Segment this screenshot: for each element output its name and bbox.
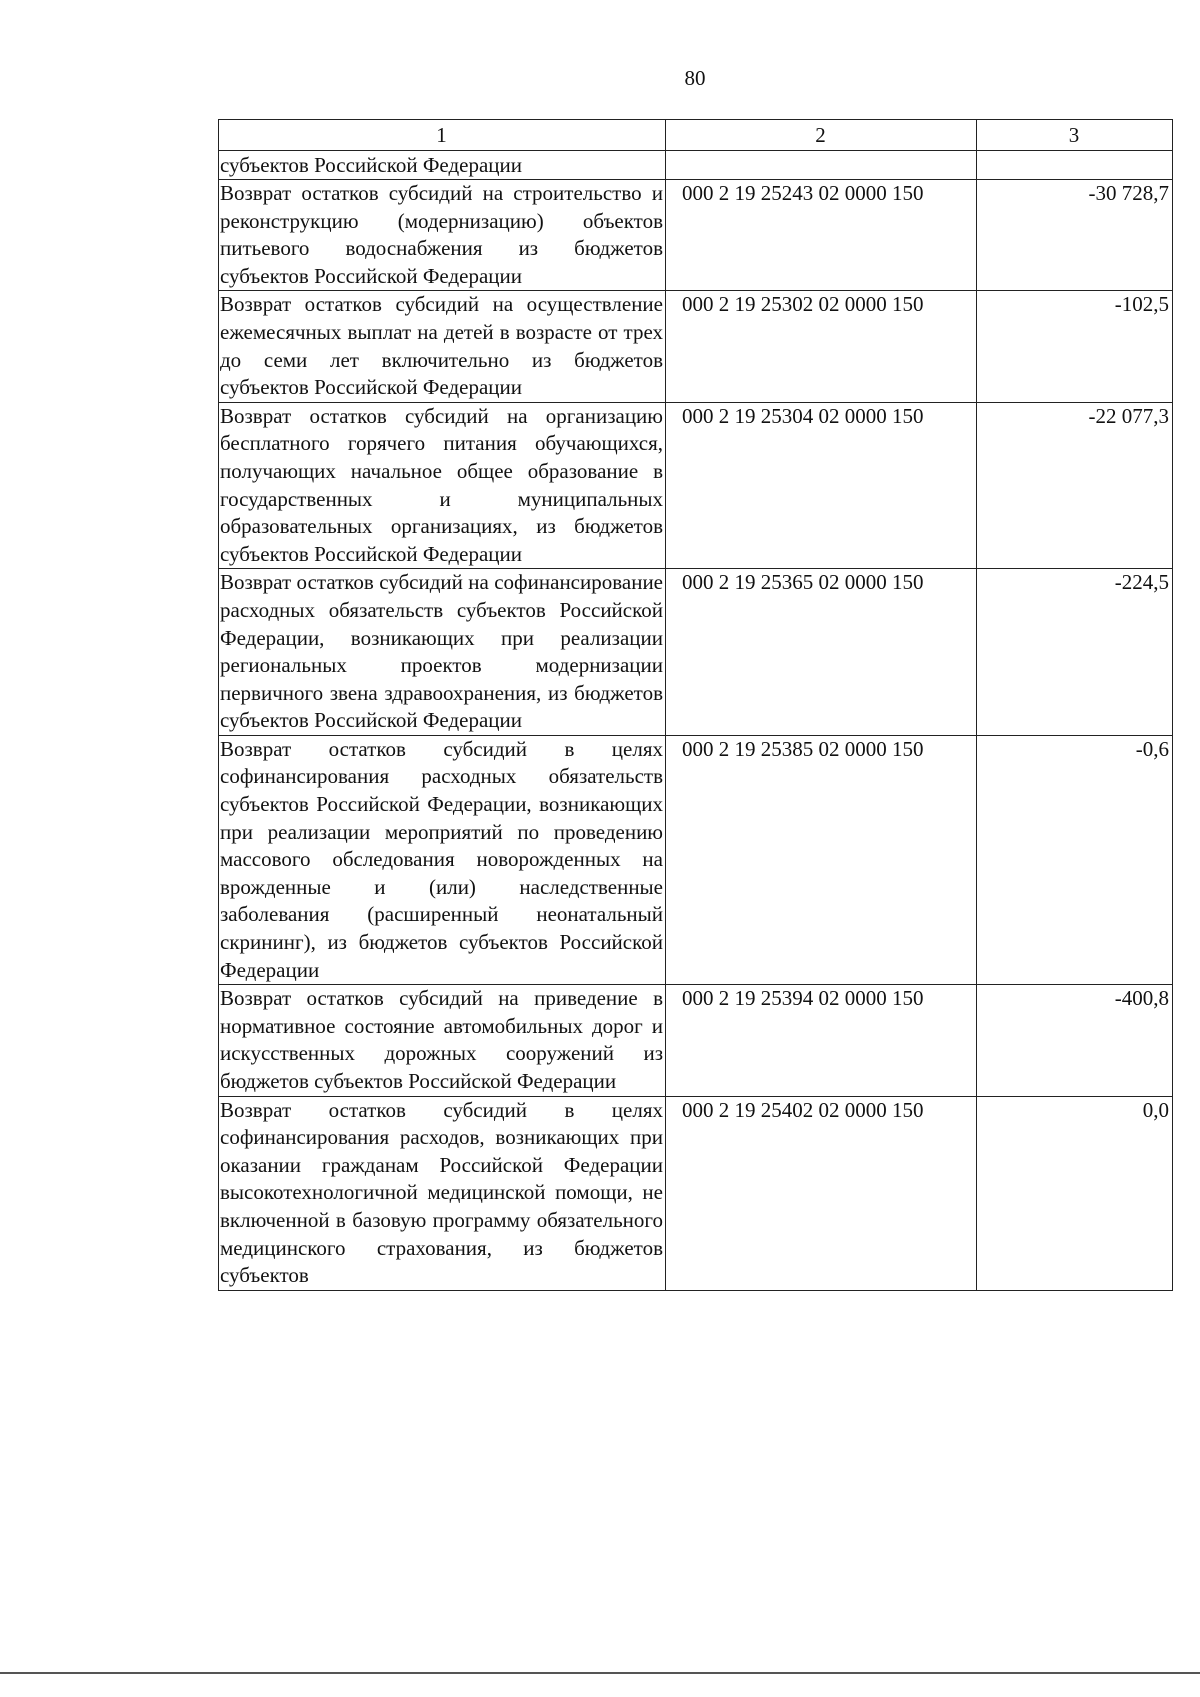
column-header-3: 3	[977, 120, 1173, 151]
table-header-row	[219, 120, 1173, 151]
table-row-continuation	[219, 151, 1173, 180]
row-description: Возврат остатков субсидий на организацию бесплатного горячего питания обучающихся, получающих начальное общее образование в государственных и муниципальных образовательных организациях, из бюджетов субъектов Российской Федерации	[219, 402, 666, 569]
row-code: 000 2 19 25304 02 0000 150	[666, 402, 977, 569]
row-amount: -224,5	[977, 569, 1173, 736]
page-number: 80	[684, 66, 706, 90]
row-description: Возврат остатков субсидий на осуществление ежемесячных выплат на детей в возрасте от трех до семи лет включительно из бюджетов субъектов Российской Федерации	[219, 291, 666, 402]
table-row	[219, 985, 1173, 1096]
row-amount: -22 077,3	[977, 402, 1173, 569]
column-header-1: 1	[219, 120, 666, 151]
column-header-2: 2	[666, 120, 977, 151]
row-description: Возврат остатков субсидий на приведение в нормативное состояние автомобильных дорог и искусственных дорожных сооружений из бюджетов субъектов Российской Федерации	[219, 985, 666, 1096]
table-row	[219, 1096, 1173, 1290]
row-description: Возврат остатков субсидий на софинансирование расходных обязательств субъектов Российской Федерации, возникающих при реализации региональных проектов модернизации первичного звена здравоохранения, из бюджетов субъектов Российской Федерации	[219, 569, 666, 736]
row-amount: -400,8	[977, 985, 1173, 1096]
budget-table	[218, 119, 1173, 1291]
row-description: Возврат остатков субсидий в целях софинансирования расходов, возникающих при оказании гражданам Российской Федерации высокотехнологичной медицинской помощи, не включенной в базовую программу обязательного медицинского страхования, из бюджетов субъектов	[219, 1096, 666, 1290]
row-code: 000 2 19 25385 02 0000 150	[666, 735, 977, 984]
row-description: субъектов Российской Федерации	[219, 151, 666, 180]
row-amount: -0,6	[977, 735, 1173, 984]
row-code: 000 2 19 25365 02 0000 150	[666, 569, 977, 736]
table-row	[219, 569, 1173, 736]
row-code: 000 2 19 25243 02 0000 150	[666, 180, 977, 291]
row-amount: -102,5	[977, 291, 1173, 402]
row-code: 000 2 19 25402 02 0000 150	[666, 1096, 977, 1290]
table-row	[219, 180, 1173, 291]
row-code: 000 2 19 25302 02 0000 150	[666, 291, 977, 402]
table-row	[219, 735, 1173, 984]
table-row	[219, 402, 1173, 569]
row-amount: -30 728,7	[977, 180, 1173, 291]
row-code	[666, 151, 977, 180]
row-amount: 0,0	[977, 1096, 1173, 1290]
row-description: Возврат остатков субсидий на строительство и реконструкцию (модернизацию) объектов питьевого водоснабжения из бюджетов субъектов Российской Федерации	[219, 180, 666, 291]
row-code: 000 2 19 25394 02 0000 150	[666, 985, 977, 1096]
row-description: Возврат остатков субсидий в целях софинансирования расходных обязательств субъектов Российской Федерации, возникающих при реализации мероприятий по проведению массового обследования новорожденных на врожденные и (или) наследственные заболевания (расширенный неонатальный скрининг), из бюджетов субъектов Российской Федерации	[219, 735, 666, 984]
page-bottom-rule	[0, 1672, 1200, 1674]
table-row	[219, 291, 1173, 402]
row-amount	[977, 151, 1173, 180]
